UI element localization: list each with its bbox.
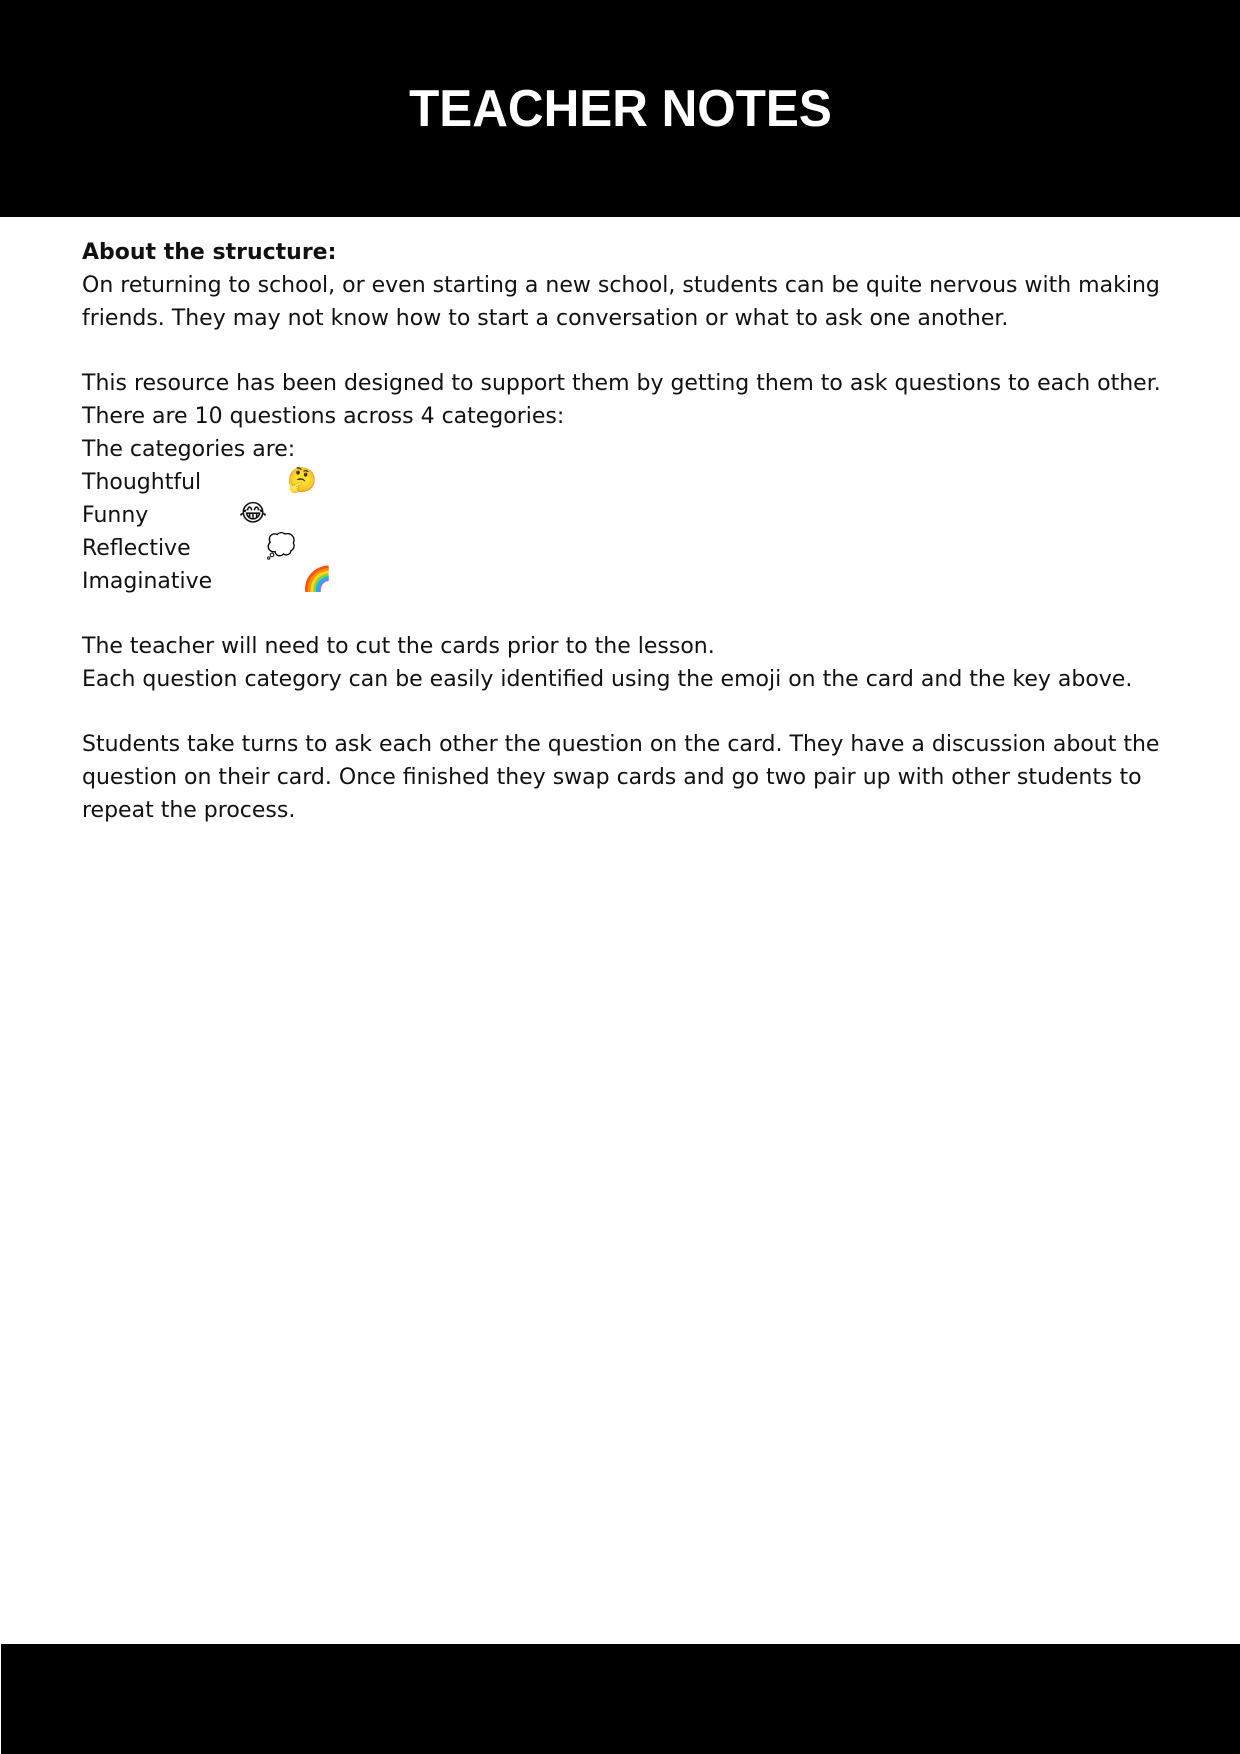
footer-banner (1, 1644, 1240, 1754)
laughing-face-icon: 😂 (239, 499, 268, 527)
categories-label: The categories are: (82, 437, 296, 462)
category-funny (82, 499, 1172, 532)
prep-line-1: The teacher will need to cut the cards prior to the lesson. (82, 634, 715, 659)
thought-bubble-icon: 💭 (266, 532, 296, 560)
thinking-face-icon: 🤔 (287, 466, 317, 494)
prep-line-2: Each question category can be easily identified using the emoji on the card and the key above. (82, 667, 1133, 692)
intro-paragraph: On returning to school, or even starting a new school, students can be quite nervous with making friends. They may not know how to start a conversation or what to ask one another. (82, 273, 1160, 331)
section-heading: About the structure: (82, 240, 337, 265)
category-reflective (82, 532, 1172, 565)
purpose-paragraph: This resource has been designed to support them by getting them to ask questions to each other. There are 10 questions across 4 categories: (82, 371, 1161, 429)
spacer (82, 696, 1172, 728)
category-label: Imaginative (82, 569, 213, 594)
category-label: Funny (82, 503, 149, 528)
notes-body (82, 236, 1172, 827)
page-title: TEACHER NOTES (408, 79, 832, 138)
category-label: Reflective (82, 536, 191, 561)
rainbow-icon: 🌈 (302, 565, 332, 593)
category-label: Thoughtful (82, 470, 202, 495)
title-banner (0, 0, 1240, 217)
category-thoughtful (82, 466, 1172, 499)
process-paragraph: Students take turns to ask each other the question on the card. They have a discussion about the question on their card. Once finished they swap cards and go two pair up with other students to repeat the process. (82, 732, 1160, 823)
category-imaginative (82, 565, 1172, 598)
spacer (82, 335, 1172, 367)
spacer (82, 598, 1172, 630)
